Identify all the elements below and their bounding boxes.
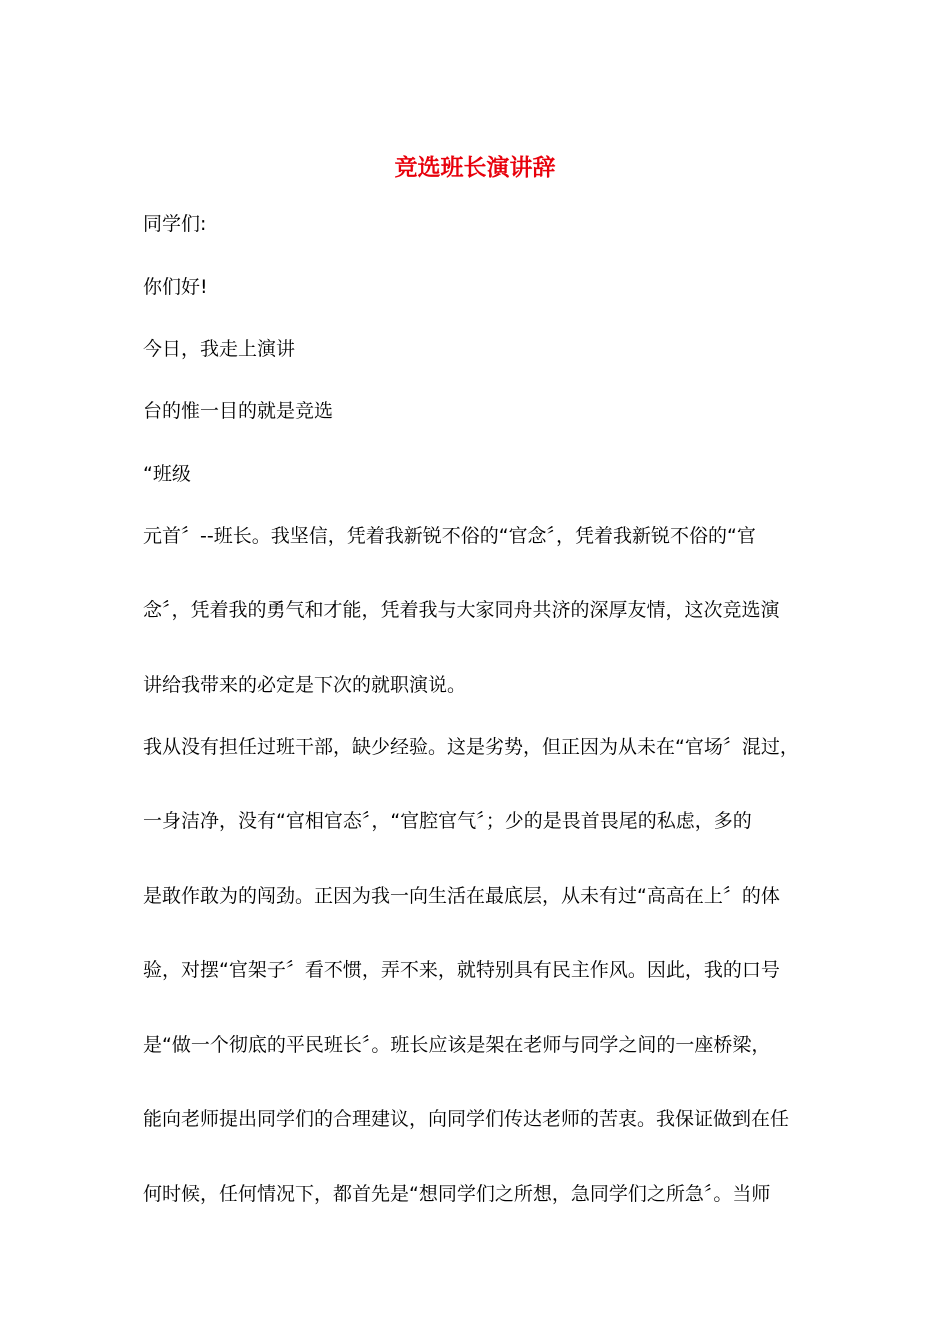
text-line: 我从没有担任过班干部，缺少经验。这是劣势，但正因为从未在“官场〞混过， — [143, 736, 799, 758]
text-line: 念〞，凭着我的勇气和才能，凭着我与大家同舟共济的深厚友情，这次竞选演 — [143, 599, 780, 621]
text-line: 一身洁净，没有“官相官态〞，“官腔官气〞；少的是畏首畏尾的私虑，多的 — [143, 810, 752, 832]
text-line: 今日，我走上演讲 — [143, 338, 296, 360]
text-line: 元首〞--班长。我坚信，凭着我新锐不俗的“官念〞，凭着我新锐不俗的“官 — [143, 525, 756, 547]
document-title: 竞选班长演讲辞 — [394, 154, 556, 181]
text-line: 台的惟一目的就是竞选 — [143, 400, 334, 422]
text-line: 能向老师提出同学们的合理建议，向同学们传达老师的苦衷。我保证做到在任 — [143, 1108, 790, 1130]
text-line: 同学们: — [143, 213, 207, 235]
text-line: “班级 — [143, 463, 191, 485]
text-line: 你们好! — [143, 276, 208, 298]
text-line: 是敢作敢为的闯劲。正因为我一向生活在最底层，从未有过“高高在上〞的体 — [143, 885, 780, 907]
text-line: 验，对摆“官架子〞看不惯，弄不来，就特别具有民主作风。因此，我的口号 — [143, 959, 780, 981]
text-line: 何时候，任何情况下，都首先是“想同学们之所想，急同学们之所急〞。当师 — [143, 1183, 771, 1205]
text-line: 是“做一个彻底的平民班长〞。班长应该是架在老师与同学之间的一座桥梁， — [143, 1034, 771, 1056]
text-line: 讲给我带来的必定是下次的就职演说。 — [143, 674, 467, 696]
